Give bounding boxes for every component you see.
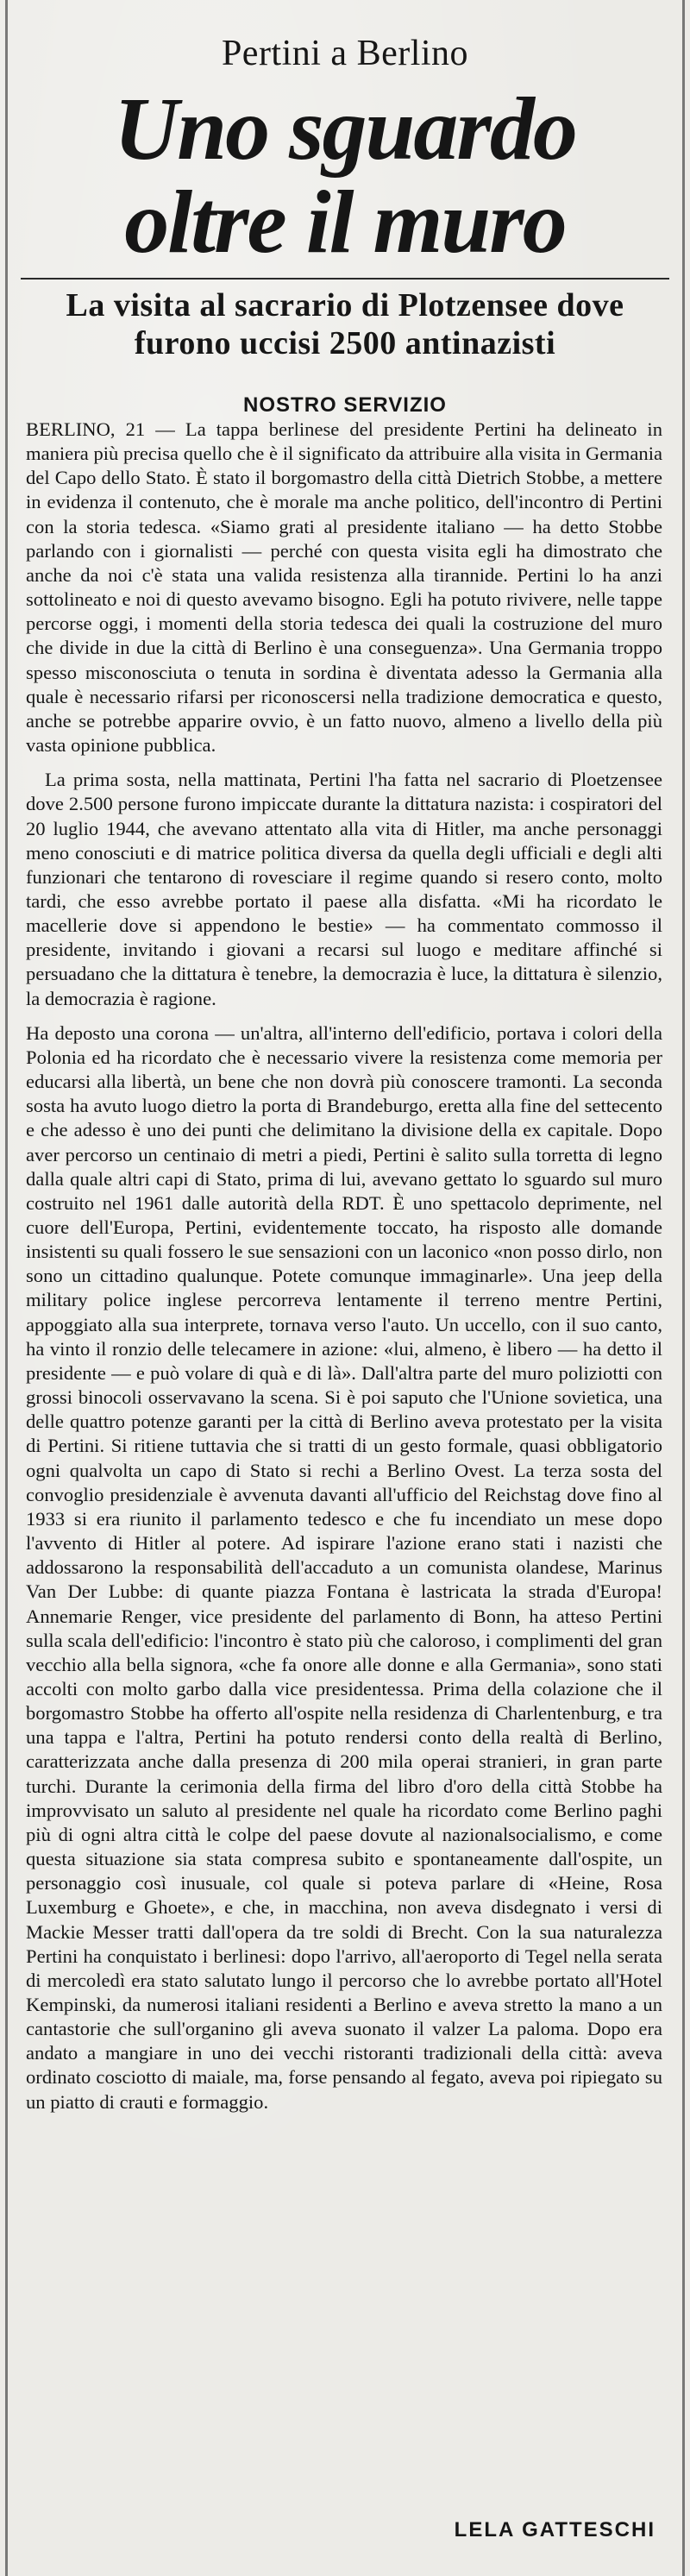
paragraph-1	[26, 418, 662, 757]
section-tag: NOSTRO SERVIZIO	[243, 393, 447, 417]
dateline: BERLINO, 21 —	[26, 418, 175, 440]
paragraph-2: La prima sosta, nella mattinata, Pertini l'ha fatta nel sacrario di Ploetzensee dove 2.500 persone furono impiccate durante la dittatura nazista: i cospiratori del 20 luglio 1944, che avevano attentato alla vita di Hitler, ma anche personaggi meno conosciuti e di matrice politica diversa da quella degli ufficiali e degli alti funzionari che tentarono di rovesciare il regime quando si resero conto, molto tardi, che esso avrebbe portato il paese alla disfatta. «Mi ha ricordato le macellerie dove si appendono le bestie» — ha commentato commosso il presidente, invitando i giovani a recarsi sul luogo e meditare affinché si persuadano che la dittatura è tenebre, la democrazia è luce, la dittatura è silenzio, la democrazia è ragione.	[26, 769, 662, 1009]
headline-line-1: Uno sguardo	[114, 79, 576, 179]
paragraph-3: Ha deposto una corona — un'altra, all'interno dell'edificio, portava i colori della Polonia ed ha ricordato che è necessario vivere la resistenza come memoria per educarsi alla libertà, un bene che non dovrà più conoscere tramonti. La seconda sosta ha avuto luogo dietro la porta di Brandeburgo, eretta alla fine del settecento e che adesso è uno dei punti che delimitano la divisione della ex capitale. Dopo aver percorso un centinaio di metri a piedi, Pertini è salito sulla torretta di legno dalla quale altri capi di Stato, prima di lui, avevano gettato lo sguardo sul muro costruito nel 1961 dalle autorità della RDT. È uno spettacolo deprimente, nel cuore dell'Europa, Pertini, evidentemente toccato, ha risposto alle domande insistenti su quali fossero le sue sensazioni con un laconico «non posso dirlo, non sono un cittadino qualunque. Potete comunque immaginarle». Una jeep della military police inglese percorreva lentamente il terreno mentre Pertini, appoggiato alla sua interprete, tornava verso l'auto. Un uccello, con il suo canto, ha vinto il ronzio delle telecamere in azione: «lui, almeno, è libero — ha detto il presidente — e può volare di quà e di là». Dall'altra parte del muro poliziotti con grossi binocoli osservavano la scena. Si è poi saputo che l'Unione sovietica, una delle quattro potenze garanti per la città di Berlino aveva protestato per la visita di Pertini. Si ritiene tuttavia che si tratti di un gesto formale, quasi obbligatorio ogni qualvolta un capo di Stato si rechi a Berlino Ovest. La terza sosta del convoglio presidenziale è avvenuta davanti all'ufficio del Reichstag dove fino al 1933 si era riunito il parlamento tedesco e che fu incendiato un mese dopo l'avvento di Hitler al potere. Ad ispirare l'azione erano stati i nazisti che addossarono la responsabilità dell'accaduto a un comunista olandese, Marinus Van Der Lubbe: di quante piazza Fontana è lastricata la strada d'Europa! Annemarie Renger, vice presidente del parlamento di Bonn, ha atteso Pertini sulla scala dell'edificio: l'incontro è stato più che caloroso, i complimenti del gran vecchio alla bella signora, «che fa onore alle donne e alla Germania», sono stati accolti con molto garbo dalla vice presidentessa. Prima della colazione che il borgomastro Stobbe ha offerto all'ospite nella residenza di Charlentenburg, e tra una tappa e l'altra, Pertini ha potuto rendersi conto della realtà di Berlino, caratterizzata anche dalla presenza di 200 mila operai stranieri, in gran parte turchi. Durante la cerimonia della firma del libro d'oro della città Stobbe ha improvvisato un saluto al presidente nel quale ha ricordato come Berlino paghi più di ogni altra città le colpe del paese dovute al nazionalsocialismo, e come questa situazione sia stata compresa subito e spontaneamente dall'ospite, un personaggio così inusuale, col quale si poteva parlare di «Heine, Rosa Luxemburg e Ghoete», e che, in macchina, non aveva disdegnato i versi di Mackie Messer tratti dall'opera da tre soldi di Brecht. Con la sua naturalezza Pertini ha conquistato i berlinesi: dopo l'arrivo, all'aeroporto di Tegel nella serata di mercoledì era stato salutato lungo il percorso che lo avrebbe portato all'Hotel Kempinski, da numerosi italiani residenti a Berlino e aveva stretto la mano a un cantastorie che sull'organino gli aveva suonato il valzer La paloma. Dopo era andato a mangiare in uno dei vecchi ristoranti tradizionali della città: aveva ordinato cosciotto di maiale, ma, forse pensando al fegato, aveva poi ripiegato su un piatto di crauti e formaggio.	[26, 1021, 662, 2113]
clipping-right-edge	[682, 0, 685, 2576]
article-kicker: Pertini a Berlino	[221, 34, 469, 73]
article-body	[26, 418, 662, 2125]
clipping-left-edge	[5, 0, 8, 2576]
headline-line-2: oltre il muro	[124, 173, 566, 272]
article-subhead: La visita al sacrario di Plotzensee dove furono uccisi 2500 antinazisti	[66, 287, 624, 361]
author-signature: LELA GATTESCHI	[454, 2518, 656, 2541]
headline-divider	[21, 278, 669, 280]
article-headline	[0, 79, 690, 272]
paragraph-1-text: La tappa berlinese del presidente Pertini ha delineato in maniera più precisa quello che è il significato da attribuire alla visita in Germania del Capo dello Stato. È stato il borgomastro della città Dietrich Stobbe, a mettere in evidenza il contenuto, che è morale ma anche politico, dell'incontro di Pertini con la storia tedesca. «Siamo grati al presidente italiano — ha detto Stobbe parlando con i giornalisti — perché con questa visita egli ha dimostrato che anche da noi c'è stata una valida resistenza alla tirannide. Pertini lo ha anzi sottolineato e noi di questo avevamo bisogno. Egli ha potuto rivivere, nelle tappe percorse oggi, i momenti della storia tedesca dei quali la costruzione del muro che divide in due la città di Berlino è una conseguenza». Una Germania troppo spesso misconosciuta o tenuta in sordina è diventata adesso la Germania alla quale è necessario rifarsi per riconoscersi nella tradizione democratica e questo, anche se potrebbe apparire ovvio, è un fatto nuovo, almeno a livello della più vasta opinione pubblica.	[26, 418, 662, 757]
